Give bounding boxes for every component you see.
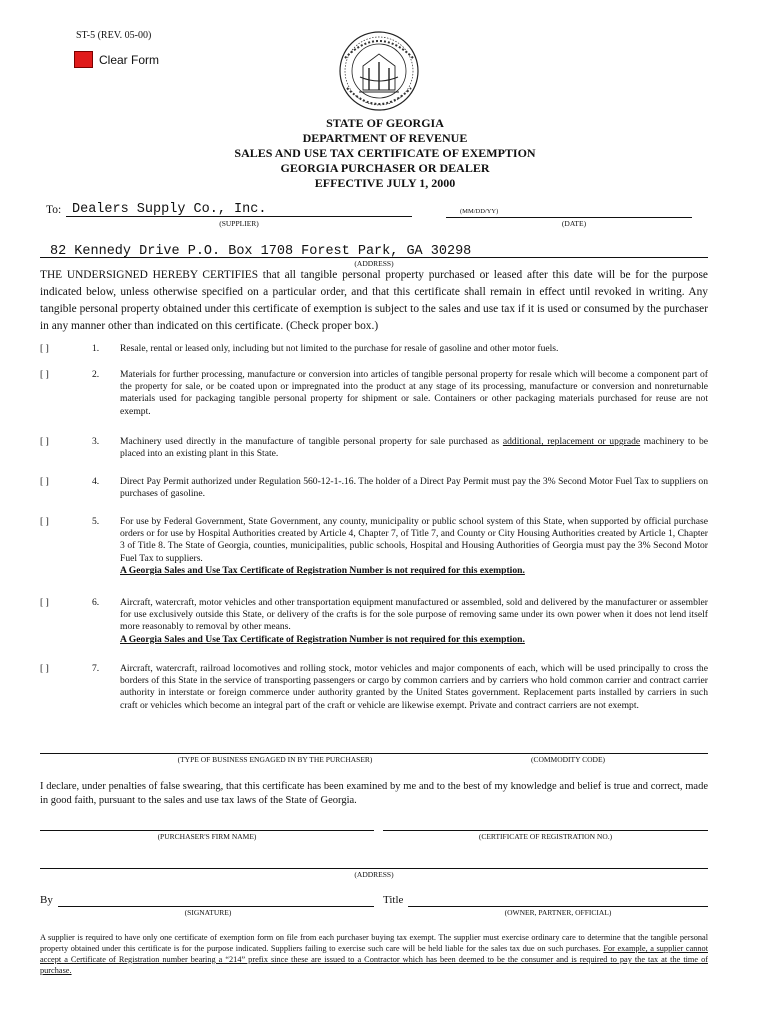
by-label: By	[40, 894, 53, 906]
supplier-field[interactable]: Dealers Supply Co., Inc.	[66, 202, 412, 217]
checkbox-3[interactable]: [ ]	[40, 436, 49, 447]
item-text: Direct Pay Permit authorized under Regulation 560-12-1-.16. The holder of a Direct Pay Permit must pay the 3% Second Motor Fuel Tax to suppliers on purchases of gasoline.	[120, 476, 708, 500]
item-note: A Georgia Sales and Use Tax Certificate of Registration Number is not required for this exemption.	[120, 564, 525, 576]
item-text: Aircraft, watercraft, railroad locomotives and rolling stock, motor vehicles and major components of each, which will be used principally to cross the borders of this State in the service of transporting passengers or cargo by common carriers and by carriers who hold common carrier and contract carrier authority in interstate or foreign commerce under authority granted by the United States government. Replacement parts installed by carriers in such craft or vehicles which become an integral part of the craft or vehicle are likewise exempt. Private and contract carriers are not exempt.	[120, 663, 708, 711]
item-text-main: For use by Federal Government, State Government, any county, municipality or public school system of this State, when supported by official purchase orders or for use by Hospital Authorities created by Article 4, Chapter 7, of Title 7, and County or City Housing Authorities created by Article 1, Chapter 3 of Title 8. The State of Georgia, counties, municipalities, public schools, Hospital and Housing Authorities of Georgia must pay the 3% Second Motor Fuel Tax to suppliers.	[120, 516, 708, 564]
title-label: Title	[383, 894, 404, 906]
item-text	[120, 597, 708, 646]
supplier-caption: (SUPPLIER)	[219, 219, 259, 228]
header-department: DEPARTMENT OF REVENUE	[302, 131, 468, 145]
to-label: To:	[46, 204, 62, 216]
address-caption: (ADDRESS)	[354, 259, 394, 268]
item-note: A Georgia Sales and Use Tax Certificate of Registration Number is not required for this exemption.	[120, 633, 525, 645]
business-type-caption: (TYPE OF BUSINESS ENGAGED IN BY THE PURCHASER)	[177, 755, 373, 764]
item-number: 5.	[92, 516, 100, 527]
item-text	[120, 436, 708, 460]
signature-caption: (SIGNATURE)	[184, 908, 232, 917]
firm-name-field[interactable]	[40, 818, 374, 831]
georgia-state-seal-icon	[333, 30, 425, 112]
signature-field[interactable]	[58, 894, 374, 907]
title-caption: (OWNER, PARTNER, OFFICIAL)	[504, 908, 612, 917]
item-number: 2.	[92, 369, 100, 380]
item-text-a: Machinery used directly in the manufacture of tangible personal property for sale purchased as	[120, 436, 503, 447]
purchaser-address-field[interactable]	[40, 856, 708, 869]
date-placeholder: (MM/DD/YY)	[460, 208, 499, 215]
checkbox-4[interactable]: [ ]	[40, 476, 49, 487]
item-text-b: machinery to be placed into an existing plant in this State.	[120, 436, 708, 460]
title-field[interactable]	[408, 894, 708, 907]
checkbox-7[interactable]: [ ]	[40, 663, 49, 674]
clear-form-button[interactable]	[74, 51, 159, 68]
header-effective: EFFECTIVE JULY 1, 2000	[314, 176, 456, 190]
form-number: ST-5 (REV. 05-00)	[76, 30, 152, 41]
item-number: 7.	[92, 663, 100, 674]
supplier-notice-example: For example, a supplier cannot accept a Certificate of Registration number bearing a “214” prefix since these are issued to a Contractor which has been deemed to be the consumer and is required to pay the tax at the time of purchase.	[40, 944, 708, 975]
checkbox-6[interactable]: [ ]	[40, 597, 49, 608]
business-type-field[interactable]	[40, 741, 708, 754]
date-caption: (DATE)	[561, 219, 587, 228]
date-field[interactable]	[446, 206, 692, 218]
item-text: Resale, rental or leased only, including but not limited to the purchase for resale of gasoline and other motor fuels.	[120, 343, 559, 354]
header-certificate: SALES AND USE TAX CERTIFICATE OF EXEMPTION	[234, 146, 536, 160]
certification-text: THE UNDERSIGNED HEREBY CERTIFIES that all tangible personal property purchased or leased after this date will be for the purpose indicated below, unless otherwise specified on a particular order, and that this certificate shall remain in effect until revoked in writing. Any tangible personal property obtained under this certificate of exemption is subject to the sales and use tax if it is used or consumed by the purchaser in any manner other than indicated on this certificate. (Check proper box.)	[40, 269, 708, 332]
item-number: 1.	[92, 343, 100, 354]
item-number: 4.	[92, 476, 100, 487]
header-state: STATE OF GEORGIA	[326, 116, 444, 130]
checkbox-2[interactable]: [ ]	[40, 369, 49, 380]
item-text	[120, 516, 708, 577]
checkbox-1[interactable]: [ ]	[40, 343, 49, 354]
purchaser-address-caption: (ADDRESS)	[354, 870, 394, 879]
item-number: 6.	[92, 597, 100, 608]
header-purchaser: GEORGIA PURCHASER OR DEALER	[280, 161, 490, 175]
item-number: 3.	[92, 436, 100, 447]
checkbox-5[interactable]: [ ]	[40, 516, 49, 527]
declaration-text: I declare, under penalties of false swearing, that this certificate has been examined by me and to the best of my knowledge and belief is true and correct, made in good faith, pursuant to the sales and use tax laws of the State of Georgia.	[40, 781, 708, 806]
clear-form-label[interactable]: Clear Form	[99, 52, 160, 67]
registration-number-caption: (CERTIFICATE OF REGISTRATION NO.)	[478, 832, 613, 841]
form-header	[0, 116, 770, 191]
commodity-code-caption: (COMMODITY CODE)	[530, 755, 606, 764]
supplier-notice	[40, 932, 708, 976]
supplier-notice-text: A supplier is required to have only one certificate of exemption form on file from each purchaser buying tax exempt. The supplier must exercise ordinary care to determine that the tangible personal property obtained under this certificate is for the purpose indicated. Suppliers failing to exercise such care will be held liable for the sales tax due on such purchases.	[40, 933, 708, 953]
item-text: Materials for further processing, manufacture or conversion into articles of tangible personal property for resale which will become a component part of the property for sale, or be coated upon or impregnated into the product at any stage of its processing, manufacture or conversion and nonreturnable materials used for packaging tangible personal property for shipment or sale. Containers or other packaging materials purchased for reuse are not exempt.	[120, 369, 708, 417]
item-text-main: Aircraft, watercraft, motor vehicles and other transportation equipment manufactured or assembled, sold and delivered by the manufacturer or assembler for use exclusively outside this State, or delivery of the crafts is for the sole purpose of removing same under its own power when it does not lend itself more reasonably to removal by other means.	[120, 597, 708, 633]
firm-name-caption: (PURCHASER'S FIRM NAME)	[157, 832, 257, 841]
address-field[interactable]: 82 Kennedy Drive P.O. Box 1708 Forest Park, GA 30298	[40, 244, 708, 258]
item-text-underlined: additional, replacement or upgrade	[502, 436, 641, 447]
registration-number-field[interactable]	[383, 818, 708, 831]
clear-form-icon[interactable]	[74, 51, 93, 68]
